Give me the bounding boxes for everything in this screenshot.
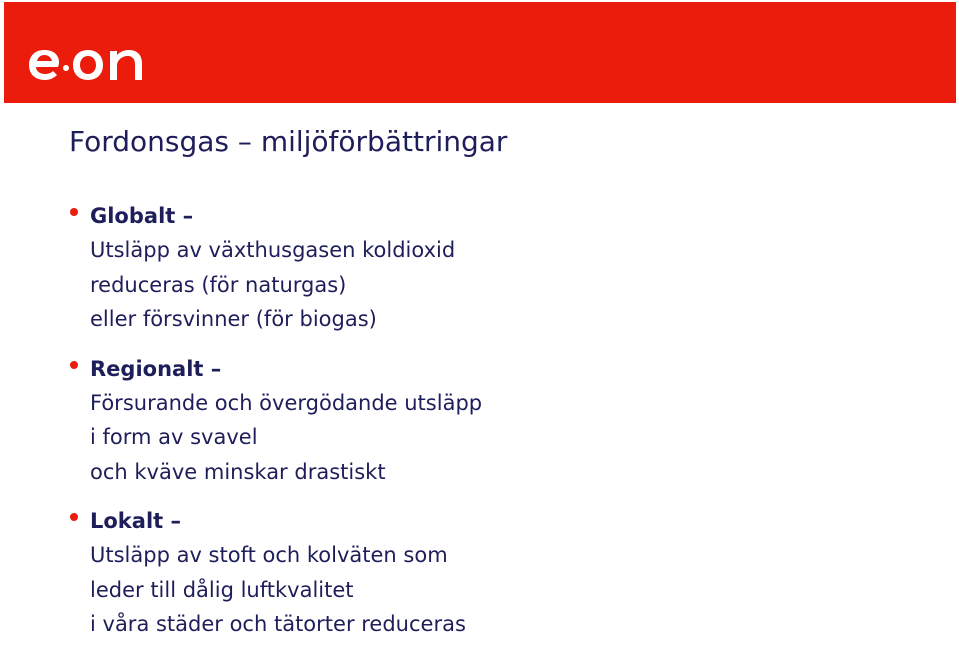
header-band <box>4 2 956 103</box>
bullet-heading: Regionalt – <box>90 356 222 381</box>
bullet-lokalt <box>68 504 482 642</box>
bullet-text-line: leder till dålig luftkvalitet <box>90 577 354 602</box>
bullet-regionalt <box>68 352 482 490</box>
eon-logo <box>26 38 156 86</box>
bullet-dot-icon <box>70 361 78 369</box>
bullet-text-line: i våra städer och tätorter reduceras <box>90 612 466 636</box>
slide-title: Fordonsgas – miljöförbättringar <box>69 125 508 158</box>
bullet-heading: Lokalt – <box>90 509 181 533</box>
bullet-dot-icon <box>70 513 78 521</box>
bullet-heading: Globalt – <box>90 204 194 228</box>
bullet-globalt <box>68 199 482 337</box>
bullet-text-line: och kväve minskar drastiskt <box>90 459 386 484</box>
bullet-text-line: eller försvinner (för biogas) <box>90 307 377 331</box>
bullet-text-line: Försurande och övergödande utsläpp <box>90 390 483 415</box>
bullet-text-line: Utsläpp av växthusgasen koldioxid <box>90 238 456 262</box>
bullet-list <box>68 199 482 657</box>
bullet-text-line: reduceras (för naturgas) <box>90 272 347 297</box>
bullet-dot-icon <box>70 208 78 216</box>
bullet-text-line: Utsläpp av stoft och kolväten som <box>90 543 448 567</box>
bullet-text-line: i form av svavel <box>90 425 258 449</box>
